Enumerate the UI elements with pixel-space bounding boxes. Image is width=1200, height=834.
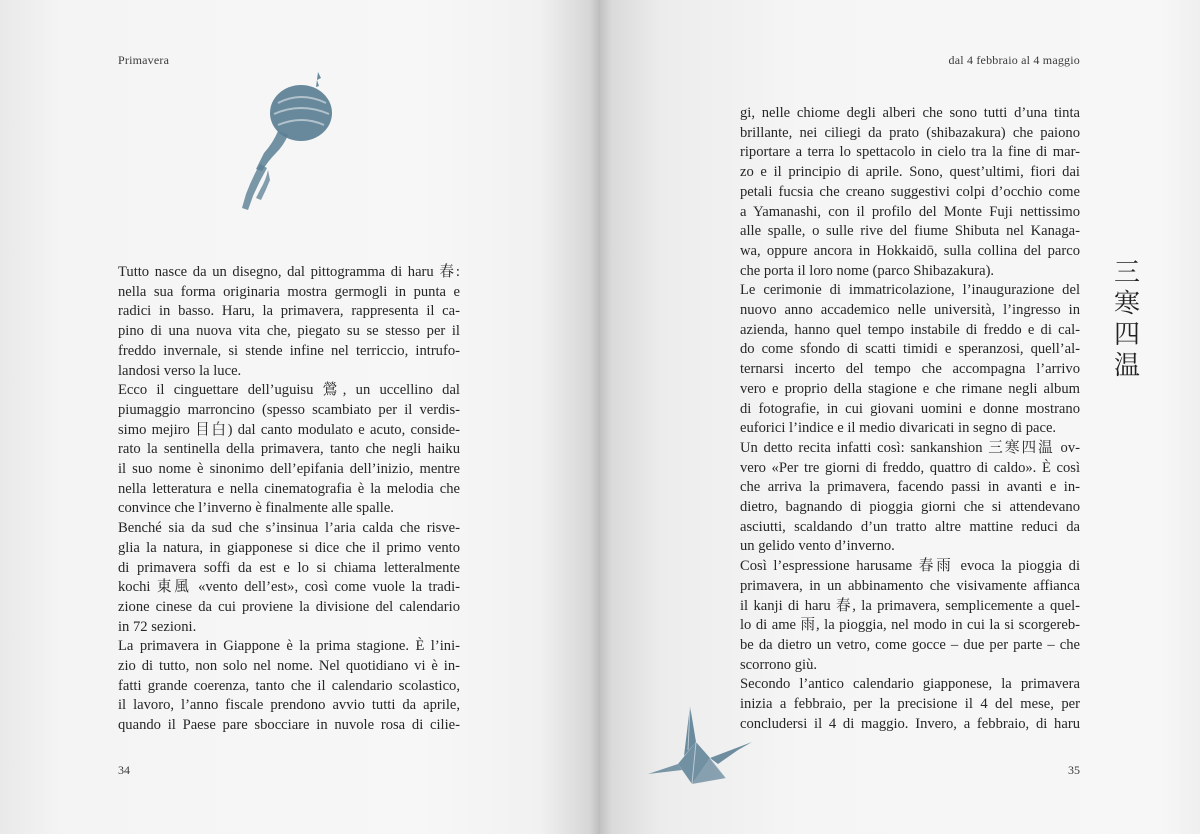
text-line: Le cerimonie di immatricolazione, l’inaugurazione del — [740, 282, 1080, 299]
text-line: zione cinese da cui proviene la divisione del calendario — [118, 598, 460, 615]
running-head-right: dal 4 febbraio al 4 maggio — [948, 53, 1080, 67]
page-number-left: 34 — [118, 763, 130, 777]
text-line: azienda, hanno quel tempo instabile di freddo e di cal- — [740, 321, 1080, 338]
text-line: nella letteratura e nella cinematografia è la melodia che — [118, 480, 460, 497]
text-line: Un detto recita infatti così: sankanshion 三寒四温 ov- — [740, 439, 1080, 456]
text-line: simo mejiro 目白) dal canto modulato e acuto, conside- — [118, 421, 460, 438]
text-line: lo di ame 雨, la pioggia, nel modo in cui la si scorgereb- — [740, 617, 1080, 634]
origami-crane-icon — [648, 704, 760, 790]
text-line: euforici l’indice e il medio divaricati in segno di pace. — [740, 420, 1057, 437]
vertical-kanji-sankanshion — [1112, 258, 1142, 382]
text-line: fatti grande coerenza, tanto che il calendario scolastico, — [118, 677, 460, 694]
text-line: vero e proprio della stagione e che rimane negli album — [740, 380, 1080, 397]
text-line: dietro, bagnando di pioggia giorni che si attendevano — [740, 499, 1080, 516]
text-line: La primavera in Giappone è la prima stagione. È l’ini- — [118, 638, 460, 655]
text-line: zio di tutto, non solo nel nome. Nel quotidiano vi è in- — [118, 658, 460, 675]
text-line: a Yamanashi, con il profilo del Monte Fuji nettissimo — [740, 203, 1080, 220]
text-line: Tutto nasce da un disegno, dal pittogramma di haru 春: — [118, 264, 460, 280]
running-head-left: Primavera — [118, 53, 170, 67]
text-line: rato la sentinella della primavera, tanto che negli haiku — [118, 441, 460, 458]
text-line: un gelido vento d’inverno. — [740, 538, 895, 555]
text-line: vero «Per tre giorni di freddo, quattro di caldo». È così — [740, 459, 1080, 476]
text-line: gi, nelle chiome degli alberi che sono tutti d’una tinta — [740, 105, 1080, 121]
text-line: asciutti, scaldando d’un tratto altre mattine reduci da — [740, 518, 1080, 535]
text-line: il kanji di haru 春, la primavera, semplicemente a quel- — [740, 597, 1080, 614]
text-line: riportare a terra lo spettacolo in cielo tra la fine di mar- — [740, 144, 1080, 161]
text-line: di fotografie, in cui giovani uomini e donne mostrano — [740, 400, 1080, 417]
text-line: Ecco il cinguettare dell’uguisu 鶯, un uccellino dal — [118, 382, 460, 399]
text-line: glia la natura, in giapponese si dice che il primo vento — [118, 539, 460, 556]
text-line: brillante, nei ciliegi da prato (shibazakura) che paiono — [740, 124, 1080, 141]
paper-lantern-icon — [238, 68, 338, 216]
kanji-char: 温 — [1113, 351, 1140, 381]
right-page — [600, 0, 1200, 834]
text-line: zo e il principio di aprile. Sono, quest’ultimi, fiori dai — [740, 164, 1080, 181]
page-number-right: 35 — [1068, 763, 1080, 777]
text-line: pino di una nuova vita che, piegato su se stesso per il — [118, 323, 460, 340]
text-line: kochi 東風 «vento dell’est», così come vuole la tradi- — [118, 579, 460, 596]
kanji-char: 寒 — [1113, 289, 1140, 319]
text-line: il lavoro, l’anno fiscale prendono avvio tutti da aprile, — [118, 697, 460, 714]
right-body-text — [740, 104, 1080, 735]
text-line: piumaggio marroncino (spesso scambiato per il verdis- — [118, 401, 460, 418]
text-line: alle spalle, o sulle rive del fiume Shibuta nel Kanaga- — [740, 223, 1080, 240]
text-line: Benché sia da sud che s’insinua l’aria calda che risve- — [118, 520, 460, 537]
text-line: nuovo anno accademico nelle università, l’ingresso in — [740, 302, 1080, 319]
text-line: nella sua forma originaria mostra germogli in punta e — [118, 283, 460, 300]
text-line: che arriva la primavera, facendo passi in avanti e in- — [740, 479, 1080, 496]
text-line: Secondo l’antico calendario giapponese, la primavera — [740, 676, 1080, 693]
kanji-char: 三 — [1113, 258, 1140, 288]
text-line: radici in basso. Haru, la primavera, rappresenta il ca- — [118, 303, 460, 320]
text-line: petali fucsia che creano suggestivi colpi d’occhio come — [740, 183, 1080, 200]
text-line: che porta il loro nome (parco Shibazakura). — [740, 262, 995, 279]
text-line: ternarsi incerto del tempo che accompagna l’arrivo — [740, 361, 1080, 378]
text-line: il suo nome è sinonimo dell’epifania dell’inizio, mentre — [118, 461, 460, 478]
text-line: do come sfondo di scatti timidi e speranzosi, quell’al- — [740, 341, 1080, 358]
text-line: scorrono giù. — [740, 656, 818, 673]
left-body-text — [118, 263, 460, 736]
text-line: Così l’espressione harusame 春雨 evoca la pioggia di — [740, 558, 1080, 575]
text-line: landosi verso la luce. — [118, 362, 242, 379]
text-line: quando il Paese pare sbocciare in nuvole rosa di cilie- — [118, 717, 460, 734]
text-line: convince che l’inverno è finalmente alle spalle. — [118, 500, 394, 517]
text-line: be da dietro un vetro, come gocce – due per parte – che — [740, 636, 1080, 653]
text-line: in 72 sezioni. — [118, 618, 197, 635]
text-line: primavera, in un abbinamento che visivamente affianca — [740, 577, 1080, 594]
text-line: di primavera soffi da est e lo si chiama letteralmente — [118, 559, 460, 576]
text-line: inizia a febbraio, per la precisione il 4 del mese, per — [740, 696, 1080, 713]
kanji-char: 四 — [1113, 320, 1140, 350]
text-line: freddo invernale, si stende infine nel terriccio, intrufo- — [118, 342, 460, 359]
text-line: wa, oppure ancora in Hokkaidō, sulla collina del parco — [740, 242, 1080, 259]
text-line: concludersi il 4 di maggio. Invero, a febbraio, di haru — [740, 715, 1080, 732]
